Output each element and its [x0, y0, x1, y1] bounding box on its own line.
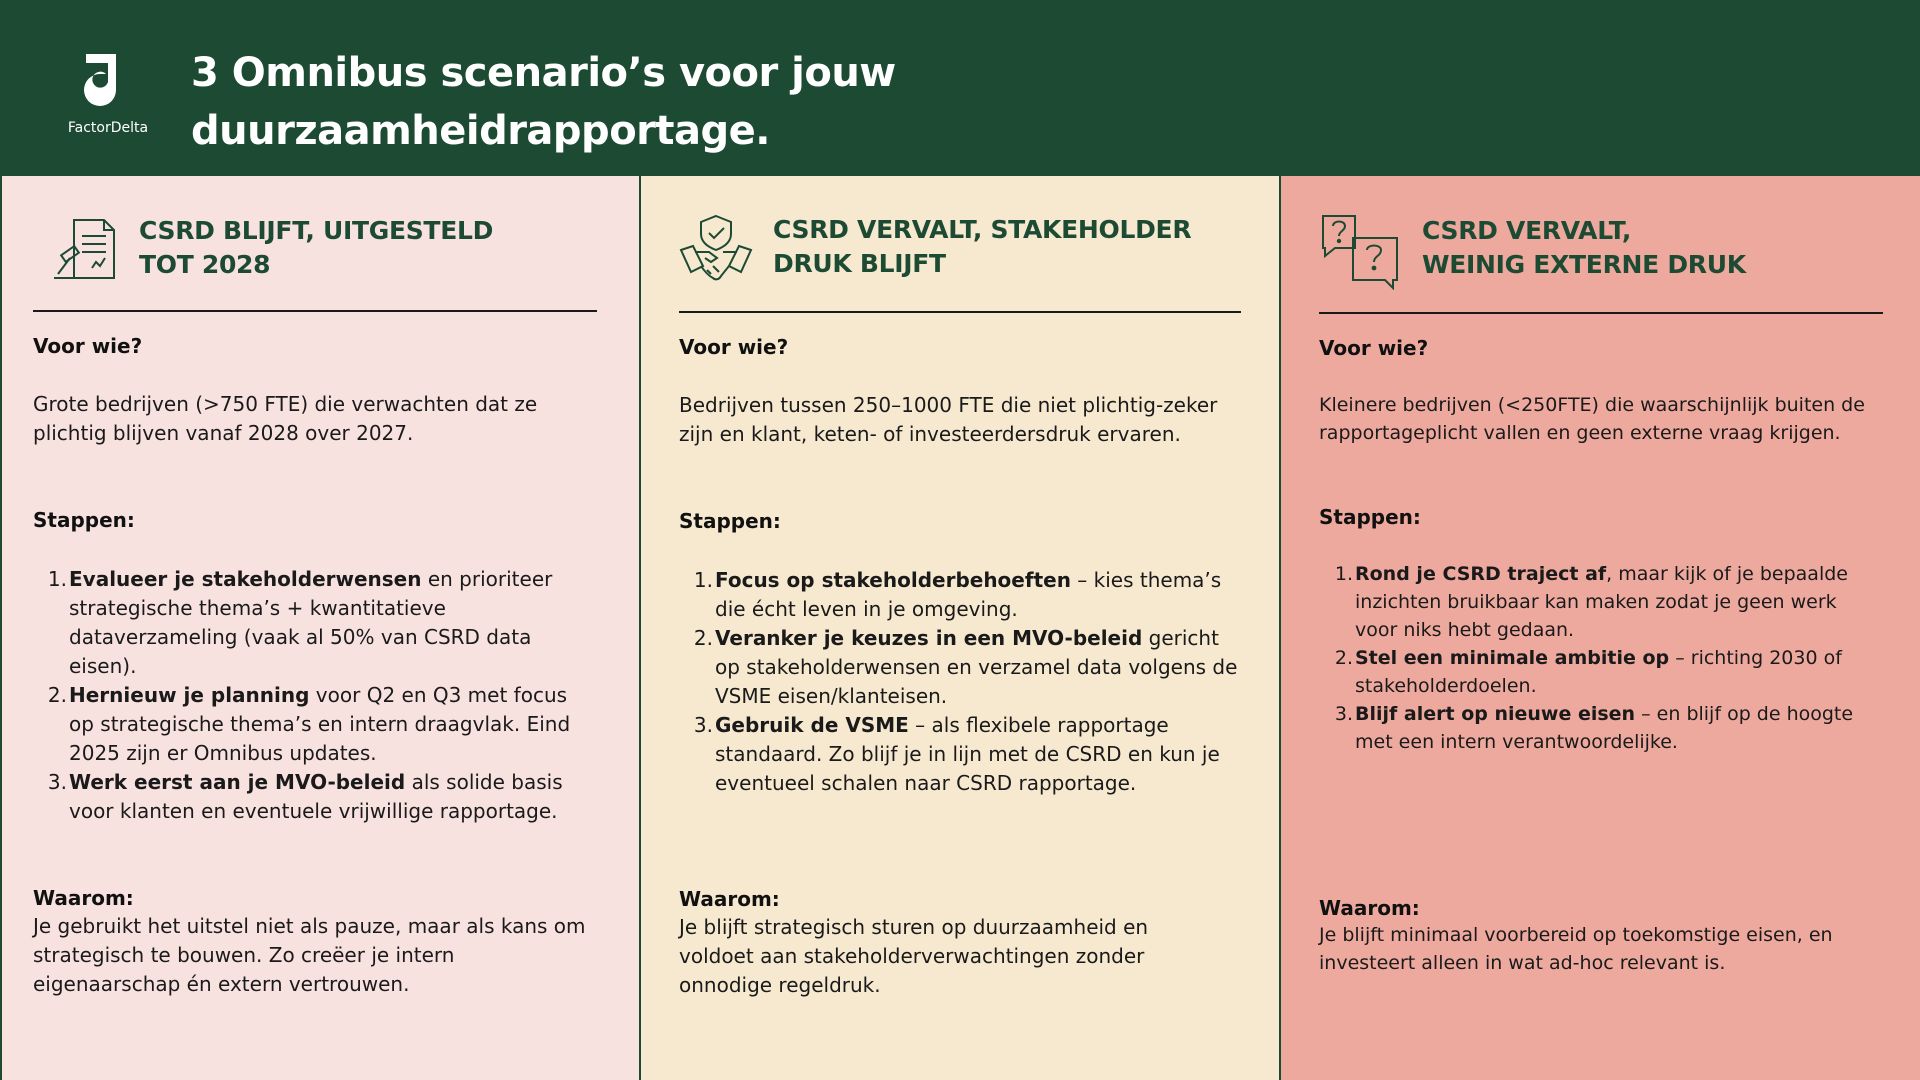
list-item — [1319, 644, 1879, 700]
divider — [1319, 312, 1883, 314]
why-text: Je gebruikt het uitstel niet als pauze, maar als kans om strategisch te bouwen. Zo creëer je intern eigenaarschap én extern vertrouwen. — [33, 914, 586, 996]
why-text: Je blijft strategisch sturen op duurzaamheid en voldoet aan stakeholderverwachtingen zonder onnodige regeldruk. — [679, 915, 1149, 997]
heading-line-1: CSRD VERVALT, — [1422, 216, 1632, 245]
factordelta-logo-icon — [82, 50, 132, 118]
why-label: Waarom: — [33, 886, 134, 910]
step-bold: Hernieuw je planning — [69, 683, 310, 707]
step-text: – als flexibele rapportage standaard. Zo blijf je in lijn met de CSRD en kun je eventueel schalen naar CSRD rapportage. — [715, 713, 1220, 795]
header — [0, 0, 1920, 176]
step-number: 2. — [47, 683, 67, 707]
step-text: voor Q2 en Q3 met focus op strategische thema’s en intern draagvlak. Eind 2025 zijn er Omnibus updates. — [69, 683, 571, 765]
step-number: 1. — [1334, 563, 1353, 585]
step-text: als solide basis voor klanten en eventuele vrijwillige rapportage. — [69, 770, 563, 823]
logo-text: FactorDelta — [67, 120, 149, 136]
scenario-column-1 — [0, 176, 640, 1080]
who-text: Kleinere bedrijven (<250FTE) die waarschijnlijk buiten de rapportageplicht vallen en geen externe vraag krijgen. — [1319, 394, 1865, 444]
title-line-1: 3 Omnibus scenario’s voor jouw — [191, 50, 896, 96]
handshake-shield-icon — [679, 214, 753, 286]
step-bold: Gebruik de VSME — [715, 713, 909, 737]
list-item — [679, 566, 1249, 624]
step-bold: Stel een minimale ambitie op — [1355, 647, 1670, 669]
list-item — [679, 711, 1249, 798]
steps-list — [33, 565, 593, 826]
who-text: Grote bedrijven (>750 FTE) die verwachten dat ze plichtig blijven vanaf 2028 over 2027. — [33, 392, 538, 445]
step-number: 2. — [1334, 647, 1353, 669]
page-title — [191, 44, 1091, 160]
scenario-column-3 — [1280, 176, 1920, 1080]
scenario-3-heading — [1422, 214, 1902, 282]
list-item — [33, 565, 593, 681]
step-text: – en blijf op de hoogte met een intern verantwoordelijke. — [1355, 703, 1854, 753]
heading-line-1: CSRD VERVALT, STAKEHOLDER — [773, 215, 1192, 244]
step-text: – kies thema’s die écht leven in je omgeving. — [715, 568, 1222, 621]
why-label: Waarom: — [1319, 896, 1420, 920]
scenario-2-heading — [773, 213, 1263, 281]
who-label: Voor wie? — [1319, 336, 1429, 360]
heading-line-2: WEINIG EXTERNE DRUK — [1422, 250, 1746, 279]
factordelta-logo — [62, 50, 154, 140]
divider — [679, 311, 1241, 313]
step-number: 3. — [1334, 703, 1353, 725]
step-number: 1. — [693, 568, 713, 592]
list-item — [1319, 560, 1879, 644]
steps-list — [1319, 560, 1879, 756]
title-line-2: duurzaamheidrapportage. — [191, 108, 770, 154]
step-text: en prioriteer strategische thema’s + kwantitatieve dataverzameling (vaak al 50% van CSRD data eisen). — [69, 567, 553, 678]
heading-line-2: TOT 2028 — [139, 250, 271, 279]
steps-label: Stappen: — [33, 508, 135, 532]
who-label: Voor wie? — [679, 335, 789, 359]
scenario-1-heading — [139, 214, 619, 282]
divider — [33, 310, 597, 312]
step-bold: Evalueer je stakeholderwensen — [69, 567, 422, 591]
step-text: , maar kijk of je bepaalde inzichten bruikbaar kan maken zodat je geen werk voor niks hebt gedaan. — [1355, 563, 1848, 641]
steps-label: Stappen: — [1319, 505, 1421, 529]
step-number: 3. — [693, 713, 713, 737]
step-number: 2. — [693, 626, 713, 650]
step-bold: Blijf alert op nieuwe eisen — [1355, 703, 1636, 725]
heading-line-1: CSRD BLIJFT, UITGESTELD — [139, 216, 494, 245]
list-item — [33, 681, 593, 768]
step-number: 3. — [47, 770, 67, 794]
why-text: Je blijft minimaal voorbereid op toekomstige eisen, en investeert alleen in wat ad-hoc relevant is. — [1319, 924, 1833, 974]
step-text: gericht op stakeholderwensen en verzamel data volgens de VSME eisen/klanteisen. — [715, 626, 1238, 708]
question-bubbles-icon — [1319, 212, 1401, 290]
why-label: Waarom: — [679, 887, 780, 911]
who-label: Voor wie? — [33, 334, 143, 358]
who-text: Bedrijven tussen 250–1000 FTE die niet plichtig-zeker zijn en klant, keten- of investeerdersdruk ervaren. — [679, 393, 1218, 446]
document-gavel-icon — [52, 216, 120, 284]
steps-list — [679, 566, 1249, 798]
step-bold: Veranker je keuzes in een MVO-beleid — [715, 626, 1143, 650]
step-bold: Rond je CSRD traject af — [1355, 563, 1607, 585]
steps-label: Stappen: — [679, 509, 781, 533]
step-number: 1. — [47, 567, 67, 591]
list-item — [679, 624, 1249, 711]
step-bold: Focus op stakeholderbehoeften — [715, 568, 1071, 592]
scenario-column-2 — [640, 176, 1280, 1080]
step-text: – richting 2030 of stakeholderdoelen. — [1355, 647, 1842, 697]
step-bold: Werk eerst aan je MVO-beleid — [69, 770, 406, 794]
list-item — [33, 768, 593, 826]
list-item — [1319, 700, 1879, 756]
heading-line-2: DRUK BLIJFT — [773, 249, 946, 278]
